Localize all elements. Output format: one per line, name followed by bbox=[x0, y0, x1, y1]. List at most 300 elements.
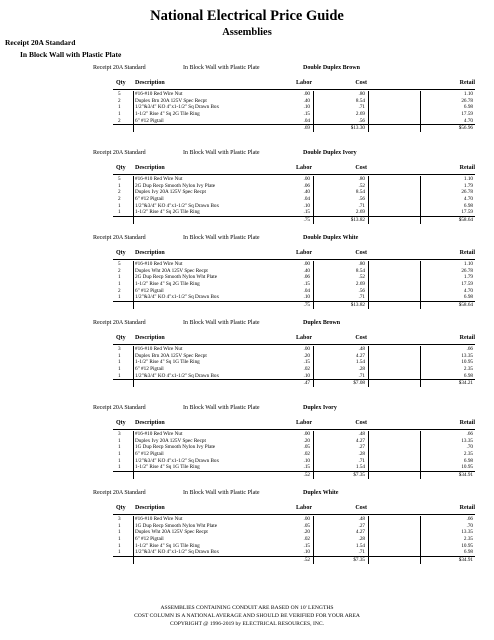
row-qty: 1 bbox=[118, 111, 121, 118]
row-labor: .02 bbox=[303, 451, 310, 458]
table-row bbox=[113, 549, 475, 556]
assembly-location: In Block Wall with Plastic Plate bbox=[183, 405, 260, 411]
table-row bbox=[113, 209, 475, 216]
assembly-block bbox=[0, 64, 494, 149]
row-labor: .15 bbox=[303, 542, 310, 549]
row-cost: .80 bbox=[358, 176, 365, 182]
row-qty: 1 bbox=[118, 536, 121, 543]
row-labor: .05 bbox=[303, 444, 310, 451]
row-description: 2G Dup Recp Smooth Nylon Ivy Plate bbox=[135, 182, 216, 189]
row-description: #16-#10 Red Wire Nut bbox=[135, 176, 183, 182]
assembly-block bbox=[0, 489, 494, 574]
row-retail: 6.98 bbox=[463, 202, 473, 209]
total-labor: .52 bbox=[303, 557, 310, 564]
row-description: #16-#10 Red Wire Nut bbox=[135, 91, 183, 97]
row-retail: 4.70 bbox=[463, 196, 473, 203]
assembly-category: Receipt 20A Standard bbox=[93, 65, 146, 71]
col-header-labor: Labor bbox=[295, 420, 312, 426]
row-cost: .71 bbox=[358, 372, 365, 379]
row-cost: 2.69 bbox=[355, 111, 365, 118]
row-labor: .20 bbox=[303, 352, 310, 359]
row-cost: .71 bbox=[358, 294, 365, 301]
row-qty: 1 bbox=[118, 281, 121, 288]
row-cost: .71 bbox=[358, 202, 365, 209]
row-cost: .52 bbox=[358, 274, 365, 281]
row-qty: 1 bbox=[118, 182, 121, 189]
subsection-heading: In Block Wall with Plastic Plate bbox=[20, 50, 122, 59]
col-header-description: Description bbox=[135, 420, 165, 426]
row-labor: .15 bbox=[303, 111, 310, 118]
col-header-qty: Qty bbox=[116, 165, 126, 171]
table-row bbox=[113, 523, 475, 530]
col-header-qty: Qty bbox=[116, 505, 126, 511]
row-qty: 5 bbox=[118, 261, 121, 267]
row-labor: .06 bbox=[303, 274, 310, 281]
col-header-qty: Qty bbox=[116, 335, 126, 341]
row-cost: 1.54 bbox=[355, 464, 365, 471]
page-subtitle: Assemblies bbox=[222, 27, 272, 38]
row-description: 6" #12 Pigtail bbox=[135, 451, 164, 458]
assembly-block bbox=[0, 319, 494, 404]
row-labor: .04 bbox=[303, 287, 310, 294]
row-retail: 17.59 bbox=[461, 111, 473, 118]
col-header-retail: Retail bbox=[459, 80, 475, 86]
total-row bbox=[113, 301, 475, 309]
row-description: 1/2"&3/4" KO 4"x1-1/2" Sq Drawn Box bbox=[135, 104, 220, 111]
col-header-qty: Qty bbox=[116, 420, 126, 426]
row-retail: 6.98 bbox=[463, 104, 473, 111]
col-header-description: Description bbox=[135, 250, 165, 256]
table-row bbox=[113, 529, 475, 536]
row-labor: .10 bbox=[303, 549, 310, 556]
table-body bbox=[113, 91, 475, 132]
row-labor: .02 bbox=[303, 536, 310, 543]
row-qty: 1 bbox=[118, 437, 121, 444]
row-qty: 1 bbox=[118, 464, 121, 471]
row-retail: 2.35 bbox=[463, 451, 473, 458]
table-row bbox=[113, 176, 475, 183]
table-body bbox=[113, 431, 475, 479]
col-header-retail: Retail bbox=[459, 250, 475, 256]
row-description: #16-#10 Red Wire Nut bbox=[135, 431, 183, 437]
col-header-qty: Qty bbox=[116, 250, 126, 256]
assembly-category: Receipt 20A Standard bbox=[93, 405, 146, 411]
row-description: 6" #12 Pigtail bbox=[135, 117, 164, 124]
row-labor: .20 bbox=[303, 437, 310, 444]
row-labor: .15 bbox=[303, 464, 310, 471]
row-retail: 26.78 bbox=[461, 267, 473, 274]
row-cost: .28 bbox=[358, 451, 365, 458]
row-description: 1/2"&3/4" KO 4"x1-1/2" Sq Drawn Box bbox=[135, 294, 220, 301]
row-cost: .52 bbox=[358, 182, 365, 189]
row-description: 1-1/2" Rise 4" Sq 1G Tile Ring bbox=[135, 359, 200, 366]
assembly-header bbox=[0, 149, 494, 159]
table-row bbox=[113, 268, 475, 275]
row-description: 1G Dup Recp Smooth Nylon Wht Plate bbox=[135, 522, 218, 529]
assembly-block bbox=[0, 234, 494, 319]
row-cost: .80 bbox=[358, 91, 365, 97]
row-description: 1-1/2" Rise 4" Sq 1G Tile Ring bbox=[135, 542, 200, 549]
row-cost: 8.54 bbox=[355, 189, 365, 196]
row-cost: 4.27 bbox=[355, 529, 365, 536]
assembly-name: Duplex White bbox=[303, 490, 339, 496]
table-row bbox=[113, 536, 475, 543]
row-qty: 1 bbox=[118, 274, 121, 281]
table-row bbox=[113, 288, 475, 295]
assembly-location: In Block Wall with Plastic Plate bbox=[183, 65, 260, 71]
table-body bbox=[113, 176, 475, 224]
footer-note-conduit: ASSEMBLIES CONTAINING CONDUIT ARE BASED ON 10' LENGTHS bbox=[160, 605, 334, 611]
col-header-qty: Qty bbox=[116, 80, 126, 86]
row-labor: .00 bbox=[303, 176, 310, 182]
row-cost: 4.27 bbox=[355, 352, 365, 359]
table-row bbox=[113, 281, 475, 288]
row-labor: .15 bbox=[303, 359, 310, 366]
footer-copyright: COPYRIGHT @ 1996-2019 by ELECTRICAL RESOURCES, INC. bbox=[169, 621, 324, 627]
row-description: #16-#10 Red Wire Nut bbox=[135, 261, 183, 267]
row-labor: .00 bbox=[303, 431, 310, 437]
col-header-retail: Retail bbox=[459, 165, 475, 171]
row-retail: 1.10 bbox=[463, 176, 473, 182]
row-cost: .48 bbox=[358, 346, 365, 352]
row-labor: .10 bbox=[303, 104, 310, 111]
total-cost: $13.30 bbox=[350, 125, 365, 132]
row-retail: 1.79 bbox=[463, 274, 473, 281]
row-labor: .02 bbox=[303, 366, 310, 373]
row-qty: 1 bbox=[118, 294, 121, 301]
row-description: Duplex Brn 20A 125V Spec Recpt bbox=[135, 97, 207, 104]
col-header-labor: Labor bbox=[295, 80, 312, 86]
row-description: 1-1/2" Rise 4" Sq 2G Tile Ring bbox=[135, 111, 200, 118]
total-row bbox=[113, 471, 475, 479]
row-description: 1G Dup Recp Smooth Nylon Ivy Plate bbox=[135, 444, 216, 451]
col-header-cost: Cost bbox=[355, 505, 367, 511]
row-retail: .70 bbox=[466, 444, 473, 451]
assembly-header bbox=[0, 489, 494, 499]
row-qty: 1 bbox=[118, 451, 121, 458]
row-cost: .28 bbox=[358, 536, 365, 543]
row-description: 6" #12 Pigtail bbox=[135, 536, 164, 543]
assembly-header bbox=[0, 64, 494, 74]
assembly-location: In Block Wall with Plastic Plate bbox=[183, 490, 260, 496]
row-retail: 10.95 bbox=[461, 464, 473, 471]
row-retail: 1.79 bbox=[463, 182, 473, 189]
total-labor: .52 bbox=[303, 472, 310, 479]
row-qty: 1 bbox=[118, 444, 121, 451]
row-retail: 2.35 bbox=[463, 366, 473, 373]
table-row bbox=[113, 183, 475, 190]
total-labor: .69 bbox=[303, 125, 310, 132]
table-row bbox=[113, 516, 475, 523]
row-cost: .27 bbox=[358, 522, 365, 529]
row-description: 1-1/2" Rise 4" Sq 2G Tile Ring bbox=[135, 209, 200, 216]
row-qty: 1 bbox=[118, 352, 121, 359]
row-labor: .10 bbox=[303, 372, 310, 379]
total-labor: .75 bbox=[303, 302, 310, 309]
row-qty: 3 bbox=[118, 346, 121, 352]
row-retail: 17.59 bbox=[461, 281, 473, 288]
total-row bbox=[113, 556, 475, 564]
total-labor: .75 bbox=[303, 217, 310, 224]
row-description: 6" #12 Pigtail bbox=[135, 287, 164, 294]
row-labor: .00 bbox=[303, 91, 310, 97]
assembly-header bbox=[0, 319, 494, 329]
row-labor: .00 bbox=[303, 516, 310, 522]
assembly-name: Duplex Ivory bbox=[303, 405, 337, 411]
row-qty: 5 bbox=[118, 91, 121, 97]
row-qty: 5 bbox=[118, 176, 121, 182]
assembly-block bbox=[0, 149, 494, 234]
row-description: 1/2"&3/4" KO 4"x1-1/2" Sq Drawn Box bbox=[135, 549, 220, 556]
row-qty: 1 bbox=[118, 522, 121, 529]
row-labor: .20 bbox=[303, 529, 310, 536]
row-cost: .71 bbox=[358, 104, 365, 111]
col-header-labor: Labor bbox=[295, 250, 312, 256]
total-retail: $34.91 bbox=[458, 472, 473, 479]
table-row bbox=[113, 203, 475, 210]
row-labor: .06 bbox=[303, 182, 310, 189]
assembly-name: Duplex Brown bbox=[303, 320, 341, 326]
row-retail: .66 bbox=[466, 346, 473, 352]
assembly-header bbox=[0, 404, 494, 414]
row-retail: 26.78 bbox=[461, 97, 473, 104]
row-retail: 4.70 bbox=[463, 117, 473, 124]
row-description: 1-1/2" Rise 4" Sq 1G Tile Ring bbox=[135, 464, 200, 471]
table-header bbox=[113, 80, 475, 90]
row-qty: 1 bbox=[118, 542, 121, 549]
table-row bbox=[113, 458, 475, 465]
col-header-cost: Cost bbox=[355, 165, 367, 171]
page-title: National Electrical Price Guide bbox=[150, 8, 344, 24]
total-row bbox=[113, 216, 475, 224]
total-cost: $7.35 bbox=[353, 557, 365, 564]
row-cost: .56 bbox=[358, 117, 365, 124]
table-header bbox=[113, 165, 475, 175]
assembly-name: Double Duplex White bbox=[303, 235, 359, 241]
total-row bbox=[113, 379, 475, 387]
col-header-description: Description bbox=[135, 505, 165, 511]
row-qty: 2 bbox=[118, 287, 121, 294]
total-labor: .47 bbox=[303, 380, 310, 387]
row-retail: 17.59 bbox=[461, 209, 473, 216]
row-description: #16-#10 Red Wire Nut bbox=[135, 346, 183, 352]
row-retail: 6.98 bbox=[463, 549, 473, 556]
total-cost: $7.08 bbox=[353, 380, 365, 387]
row-retail: .66 bbox=[466, 516, 473, 522]
row-qty: 1 bbox=[118, 366, 121, 373]
assembly-header bbox=[0, 234, 494, 244]
table-row bbox=[113, 359, 475, 366]
row-description: 1-1/2" Rise 4" Sq 2G Tile Ring bbox=[135, 281, 200, 288]
row-cost: 2.69 bbox=[355, 281, 365, 288]
row-labor: .05 bbox=[303, 522, 310, 529]
col-header-labor: Labor bbox=[295, 165, 312, 171]
assembly-name: Double Duplex Brown bbox=[303, 65, 360, 71]
total-retail: $58.64 bbox=[458, 217, 473, 224]
footer-note-cost: COST COLUMN IS A NATIONAL AVERAGE AND SHOULD BE VERIFIED FOR YOUR AREA bbox=[134, 613, 360, 619]
row-labor: .40 bbox=[303, 267, 310, 274]
row-retail: 2.35 bbox=[463, 536, 473, 543]
row-retail: 1.10 bbox=[463, 91, 473, 97]
row-labor: .10 bbox=[303, 457, 310, 464]
table-row bbox=[113, 274, 475, 281]
row-qty: 1 bbox=[118, 372, 121, 379]
assembly-category: Receipt 20A Standard bbox=[93, 320, 146, 326]
assembly-block bbox=[0, 404, 494, 489]
total-retail: $58.64 bbox=[458, 302, 473, 309]
total-retail: $34.21 bbox=[458, 380, 473, 387]
row-qty: 3 bbox=[118, 516, 121, 522]
assembly-location: In Block Wall with Plastic Plate bbox=[183, 320, 260, 326]
table-row bbox=[113, 373, 475, 380]
row-retail: 6.98 bbox=[463, 294, 473, 301]
row-cost: 1.54 bbox=[355, 542, 365, 549]
col-header-retail: Retail bbox=[459, 420, 475, 426]
row-retail: 6.98 bbox=[463, 457, 473, 464]
assembly-category: Receipt 20A Standard bbox=[93, 235, 146, 241]
row-qty: 1 bbox=[118, 549, 121, 556]
table-header bbox=[113, 505, 475, 515]
row-labor: .00 bbox=[303, 346, 310, 352]
row-qty: 2 bbox=[118, 196, 121, 203]
row-description: #16-#10 Red Wire Nut bbox=[135, 516, 183, 522]
row-retail: 4.70 bbox=[463, 287, 473, 294]
total-cost: $13.82 bbox=[350, 302, 365, 309]
table-row bbox=[113, 104, 475, 111]
col-header-description: Description bbox=[135, 80, 165, 86]
row-qty: 1 bbox=[118, 104, 121, 111]
col-header-retail: Retail bbox=[459, 505, 475, 511]
row-description: 6" #12 Pigtail bbox=[135, 196, 164, 203]
row-retail: .66 bbox=[466, 431, 473, 437]
table-row bbox=[113, 451, 475, 458]
row-retail: 13.35 bbox=[461, 529, 473, 536]
row-qty: 1 bbox=[118, 209, 121, 216]
assembly-category: Receipt 20A Standard bbox=[93, 150, 146, 156]
section-heading: Receipt 20A Standard bbox=[5, 38, 76, 47]
row-description: 6" #12 Pigtail bbox=[135, 366, 164, 373]
col-header-labor: Labor bbox=[295, 335, 312, 341]
table-row bbox=[113, 444, 475, 451]
row-qty: 2 bbox=[118, 267, 121, 274]
total-retail: $34.91 bbox=[458, 557, 473, 564]
row-retail: 10.95 bbox=[461, 359, 473, 366]
row-qty: 2 bbox=[118, 117, 121, 124]
table-row bbox=[113, 196, 475, 203]
row-labor: .04 bbox=[303, 117, 310, 124]
row-description: 2G Dup Recp Smooth Nylon Wht Plate bbox=[135, 274, 218, 281]
row-qty: 3 bbox=[118, 431, 121, 437]
total-retail: $56.96 bbox=[458, 125, 473, 132]
table-row bbox=[113, 111, 475, 118]
assembly-name: Double Duplex Ivory bbox=[303, 150, 357, 156]
row-labor: .10 bbox=[303, 294, 310, 301]
row-labor: .15 bbox=[303, 209, 310, 216]
row-retail: 10.95 bbox=[461, 542, 473, 549]
row-retail: 1.10 bbox=[463, 261, 473, 267]
row-retail: 13.35 bbox=[461, 352, 473, 359]
col-header-cost: Cost bbox=[355, 250, 367, 256]
row-cost: 8.54 bbox=[355, 97, 365, 104]
col-header-description: Description bbox=[135, 335, 165, 341]
table-row bbox=[113, 543, 475, 550]
assembly-location: In Block Wall with Plastic Plate bbox=[183, 235, 260, 241]
row-description: 1/2"&3/4" KO 4"x1-1/2" Sq Drawn Box bbox=[135, 202, 220, 209]
table-body bbox=[113, 346, 475, 387]
col-header-labor: Labor bbox=[295, 505, 312, 511]
table-row bbox=[113, 294, 475, 301]
row-retail: 6.98 bbox=[463, 372, 473, 379]
row-cost: .71 bbox=[358, 457, 365, 464]
row-cost: .27 bbox=[358, 444, 365, 451]
assembly-list bbox=[0, 64, 494, 574]
table-body bbox=[113, 261, 475, 309]
assembly-category: Receipt 20A Standard bbox=[93, 490, 146, 496]
table-header bbox=[113, 420, 475, 430]
row-cost: .48 bbox=[358, 431, 365, 437]
row-retail: 13.35 bbox=[461, 437, 473, 444]
table-header bbox=[113, 250, 475, 260]
total-cost: $13.82 bbox=[350, 217, 365, 224]
row-description: 1/2"&3/4" KO 4"x1-1/2" Sq Drawn Box bbox=[135, 457, 220, 464]
total-row bbox=[113, 124, 475, 132]
table-row bbox=[113, 98, 475, 105]
row-cost: .56 bbox=[358, 196, 365, 203]
row-description: Duplex Brn 20A 125V Spec Recpt bbox=[135, 352, 207, 359]
col-header-retail: Retail bbox=[459, 335, 475, 341]
table-row bbox=[113, 438, 475, 445]
row-cost: 4.27 bbox=[355, 437, 365, 444]
row-cost: 2.69 bbox=[355, 209, 365, 216]
row-cost: .28 bbox=[358, 366, 365, 373]
total-cost: $7.35 bbox=[353, 472, 365, 479]
table-row bbox=[113, 431, 475, 438]
row-labor: .04 bbox=[303, 196, 310, 203]
row-qty: 1 bbox=[118, 202, 121, 209]
row-description: Duplex Ivy 20A 125V Spec Recpt bbox=[135, 437, 206, 444]
row-description: Duplex Wht 20A 125V Spec Recpt bbox=[135, 267, 208, 274]
row-cost: .71 bbox=[358, 549, 365, 556]
row-qty: 2 bbox=[118, 97, 121, 104]
table-row bbox=[113, 189, 475, 196]
table-row bbox=[113, 261, 475, 268]
table-header bbox=[113, 335, 475, 345]
table-row bbox=[113, 353, 475, 360]
table-row bbox=[113, 346, 475, 353]
row-cost: .56 bbox=[358, 287, 365, 294]
row-labor: .40 bbox=[303, 189, 310, 196]
row-labor: .10 bbox=[303, 202, 310, 209]
row-labor: .00 bbox=[303, 261, 310, 267]
col-header-cost: Cost bbox=[355, 420, 367, 426]
row-description: Duplex Ivy 20A 125V Spec Recpt bbox=[135, 189, 206, 196]
col-header-description: Description bbox=[135, 165, 165, 171]
assembly-location: In Block Wall with Plastic Plate bbox=[183, 150, 260, 156]
table-row bbox=[113, 118, 475, 125]
row-labor: .40 bbox=[303, 97, 310, 104]
row-retail: .70 bbox=[466, 522, 473, 529]
col-header-cost: Cost bbox=[355, 335, 367, 341]
row-cost: 1.54 bbox=[355, 359, 365, 366]
row-cost: 8.54 bbox=[355, 267, 365, 274]
table-row bbox=[113, 366, 475, 373]
row-qty: 2 bbox=[118, 189, 121, 196]
col-header-cost: Cost bbox=[355, 80, 367, 86]
table-row bbox=[113, 91, 475, 98]
row-description: 1/2"&3/4" KO 4"x1-1/2" Sq Drawn Box bbox=[135, 372, 220, 379]
row-retail: 26.78 bbox=[461, 189, 473, 196]
row-qty: 1 bbox=[118, 457, 121, 464]
